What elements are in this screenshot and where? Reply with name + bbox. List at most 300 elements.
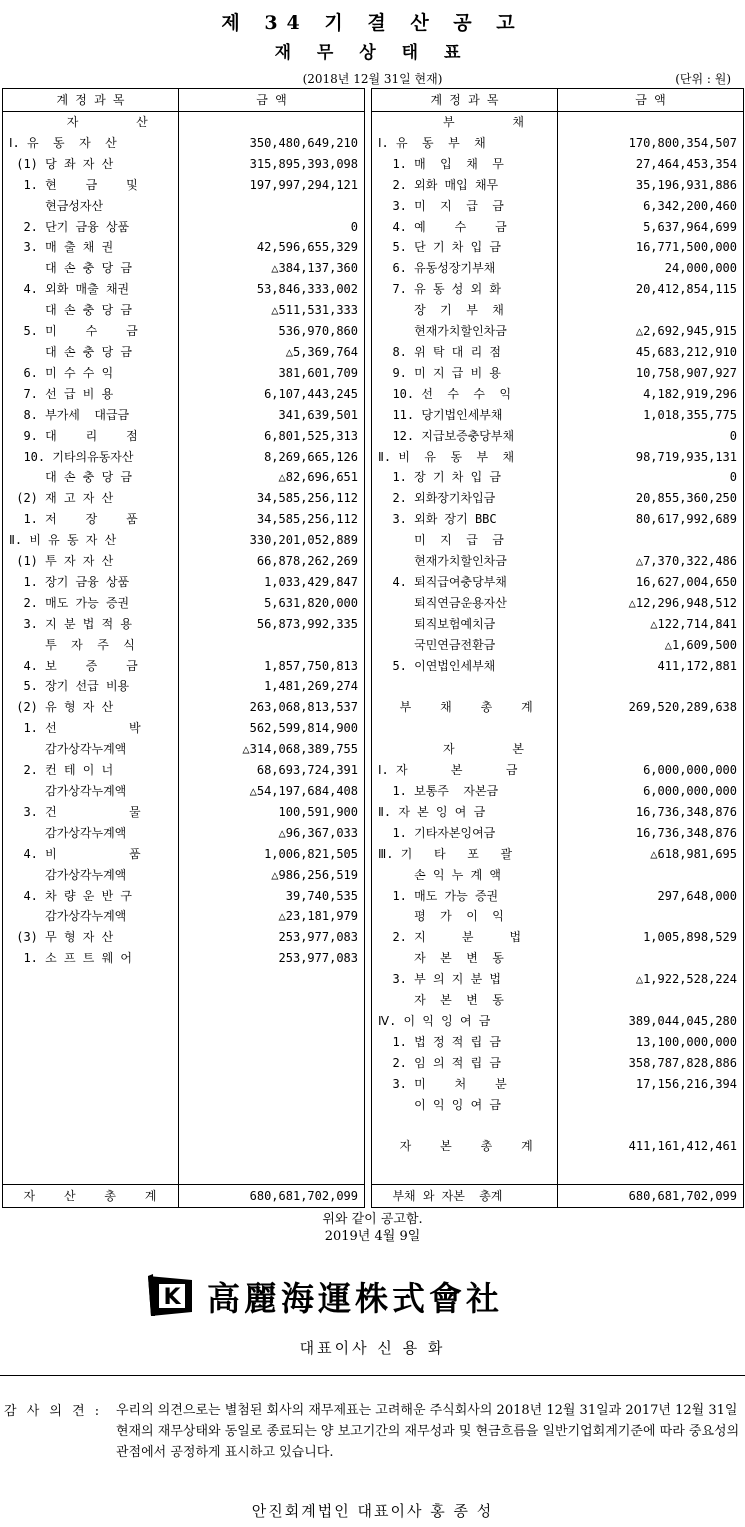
account-amount	[558, 1115, 744, 1136]
table-row	[3, 112, 365, 133]
account-name: 8. 위 탁 대 리 점	[378, 344, 501, 359]
account-name: 1. 매 입 채 무	[378, 156, 504, 171]
account-name: Ⅱ. 비 유 동 부 채	[378, 449, 515, 464]
total-row	[372, 1185, 744, 1208]
account-name: 12. 지급보증충당부채	[378, 428, 515, 443]
account-amount: △54,197,684,408	[179, 781, 365, 802]
account-name: 부 채	[378, 115, 525, 129]
account-amount: 5,631,820,000	[179, 593, 365, 614]
table-row	[3, 217, 365, 238]
account-amount	[179, 635, 365, 656]
account-amount: 411,161,412,461	[558, 1136, 744, 1157]
table-row	[372, 384, 744, 405]
account-name: 대 손 충 당 금	[9, 303, 132, 318]
account-name: Ⅰ. 유 동 부 채	[378, 135, 486, 150]
table-row	[372, 718, 744, 739]
account-amount: 1,006,821,505	[179, 844, 365, 865]
table-row	[3, 279, 365, 300]
account-name: 4. 예 수 금	[378, 219, 507, 234]
account-name: Ⅱ. 비 유 동 자 산	[9, 533, 117, 548]
account-name: 현재가치할인차금	[378, 324, 507, 339]
table-row	[372, 509, 744, 530]
account-amount: △7,370,322,486	[558, 551, 744, 572]
table-row	[3, 196, 365, 217]
account-name: 퇴직보험예치금	[378, 616, 496, 631]
table-row	[3, 258, 365, 279]
account-amount: 0	[179, 217, 365, 238]
table-row	[3, 321, 365, 342]
statement-title: 재 무 상 태 표	[274, 43, 471, 63]
account-amount	[558, 718, 744, 739]
account-name: 10. 기타의유동자산	[9, 449, 134, 464]
table-row	[372, 342, 744, 363]
account-name: (1) 투 자 자 산	[9, 554, 114, 569]
account-amount: 1,481,269,274	[179, 676, 365, 697]
account-name: 8. 부가세 대급금	[9, 407, 130, 422]
account-name: 현금성자산	[9, 198, 104, 213]
table-row	[372, 426, 744, 447]
account-name: 3. 외화 장기 BBC	[378, 512, 497, 527]
filler-row	[372, 1157, 744, 1185]
table-row	[3, 886, 365, 907]
account-amount: 358,787,828,886	[558, 1053, 744, 1074]
account-amount	[179, 112, 365, 133]
table-row	[372, 676, 744, 697]
account-amount: △23,181,979	[179, 906, 365, 927]
table-row	[372, 635, 744, 656]
account-amount: △384,137,360	[179, 258, 365, 279]
page-title: 제 34 기 결 산 공 고	[221, 12, 524, 34]
table-row	[3, 906, 365, 927]
account-name: 평 가 이 익	[378, 909, 504, 924]
account-amount: 66,878,262,269	[179, 551, 365, 572]
table-row	[372, 865, 744, 886]
table-row	[3, 426, 365, 447]
account-amount: 24,000,000	[558, 258, 744, 279]
account-name: 1. 장기 금융 상품	[9, 574, 130, 589]
account-name: 9. 미 지 급 비 용	[378, 365, 501, 380]
table-row	[3, 572, 365, 593]
account-name: 감가상각누계액	[9, 742, 127, 757]
table-row	[372, 927, 744, 948]
account-name: 1. 저 장 품	[9, 512, 138, 527]
account-amount: 13,100,000,000	[558, 1032, 744, 1053]
audit-opinion-text: 우리의 의견으로는 별첨된 회사의 재무제표는 고려해운 주식회사의 2018년 12월 31일과 2017년 12월 31일 현재의 재무상태와 동일로 종료되는 양 보고기간의 재무성과 및 현금흐름을 일반기업회계기준에 따라 중요성의 관점에서 공정하게 표시하고 있습니다.	[116, 1403, 740, 1460]
account-amount: 350,480,649,210	[179, 133, 365, 154]
account-amount: 80,617,992,689	[558, 509, 744, 530]
account-name: Ⅲ. 기 타 포 괄	[378, 846, 513, 861]
table-row	[372, 1053, 744, 1074]
table-row	[372, 697, 744, 718]
table-row	[3, 237, 365, 258]
account-amount: 20,855,360,250	[558, 488, 744, 509]
account-amount: 20,412,854,115	[558, 279, 744, 300]
table-row	[3, 844, 365, 865]
account-name: 10. 선 수 수 익	[378, 386, 512, 401]
table-row	[372, 300, 744, 321]
table-row	[3, 614, 365, 635]
account-amount: 536,970,860	[179, 321, 365, 342]
table-row	[372, 739, 744, 760]
table-row	[372, 760, 744, 781]
account-name: 자 본 총 계	[378, 1139, 533, 1154]
table-row	[372, 656, 744, 677]
account-amount: 6,000,000,000	[558, 760, 744, 781]
table-row	[372, 258, 744, 279]
table-row	[3, 467, 365, 488]
table-row	[3, 927, 365, 948]
account-name: 2. 임 의 적 립 금	[378, 1055, 501, 1070]
account-name: 3. 미 처 분	[378, 1076, 507, 1091]
account-amount	[558, 530, 744, 551]
account-amount: 34,585,256,112	[179, 488, 365, 509]
divider	[0, 1375, 745, 1376]
total-amount: 680,681,702,099	[179, 1185, 365, 1208]
table-row	[3, 447, 365, 468]
table-row	[372, 551, 744, 572]
table-row	[3, 760, 365, 781]
account-name: 3. 부 의 지 분 법	[378, 972, 501, 987]
account-amount: 297,648,000	[558, 886, 744, 907]
account-name: 투 자 주 식	[9, 637, 135, 652]
account-amount: 100,591,900	[179, 802, 365, 823]
audit-opinion-label: 감 사 의 견 :	[4, 1404, 103, 1419]
account-amount	[558, 1095, 744, 1116]
table-row	[372, 467, 744, 488]
account-amount: △986,256,519	[179, 865, 365, 886]
account-amount: 269,520,289,638	[558, 697, 744, 718]
account-name: 3. 매 출 채 권	[9, 240, 114, 255]
table-row	[3, 300, 365, 321]
table-row	[372, 969, 744, 990]
account-amount: 1,018,355,775	[558, 405, 744, 426]
account-name: 3. 미 지 급 금	[378, 198, 504, 213]
table-row	[372, 1032, 744, 1053]
table-row	[372, 1074, 744, 1095]
account-name: (2) 재 고 자 산	[9, 491, 114, 506]
account-amount: 17,156,216,394	[558, 1074, 744, 1095]
account-name: 부 채 총 계	[378, 700, 533, 715]
table-row	[372, 1095, 744, 1116]
account-name: Ⅳ. 이 익 잉 여 금	[378, 1013, 491, 1028]
table-row	[3, 405, 365, 426]
account-name: 1. 현 금 및	[9, 177, 138, 192]
account-amount: △82,696,651	[179, 467, 365, 488]
account-name: 5. 미 수 금	[9, 324, 138, 339]
account-amount: 253,977,083	[179, 927, 365, 948]
table-row	[372, 1115, 744, 1136]
table-row	[3, 676, 365, 697]
account-amount: 411,172,881	[558, 656, 744, 677]
account-name: 자 산	[9, 115, 148, 129]
table-row	[372, 1011, 744, 1032]
account-amount	[558, 948, 744, 969]
table-row	[372, 321, 744, 342]
account-name: 4. 보 증 금	[9, 658, 138, 673]
account-name: 현재가치할인차금	[378, 554, 507, 569]
column-header-amount: 금 액	[558, 89, 744, 112]
account-name: 6. 미 수 수 익	[9, 365, 114, 380]
account-amount: 16,771,500,000	[558, 237, 744, 258]
account-name	[372, 676, 558, 697]
column-header-account: 계 정 과 목	[3, 89, 179, 112]
table-row	[372, 886, 744, 907]
table-row	[372, 990, 744, 1011]
account-amount	[558, 990, 744, 1011]
account-amount: 56,873,992,335	[179, 614, 365, 635]
account-name	[372, 718, 558, 739]
account-amount: 10,758,907,927	[558, 363, 744, 384]
account-amount: △12,296,948,512	[558, 593, 744, 614]
table-row	[3, 551, 365, 572]
column-header-amount: 금 액	[179, 89, 365, 112]
account-name: 자 본	[378, 742, 525, 757]
company-name: 高麗海運株式會社	[207, 1279, 503, 1318]
table-row	[3, 802, 365, 823]
account-amount	[558, 906, 744, 927]
account-name: 1. 법 정 적 립 금	[378, 1034, 501, 1049]
account-name: 감가상각누계액	[9, 784, 127, 798]
account-amount: △1,609,500	[558, 635, 744, 656]
table-row	[3, 781, 365, 802]
account-amount: 4,182,919,296	[558, 384, 744, 405]
account-amount: 1,033,429,847	[179, 572, 365, 593]
notice-line: 위와 같이 공고함.	[322, 1212, 423, 1227]
account-name: 감가상각누계액	[9, 909, 127, 924]
account-amount	[558, 739, 744, 760]
account-amount: 6,801,525,313	[179, 426, 365, 447]
account-amount: 0	[558, 467, 744, 488]
table-row	[372, 802, 744, 823]
table-row	[372, 405, 744, 426]
account-amount: 53,846,333,002	[179, 279, 365, 300]
account-amount: 197,997,294,121	[179, 175, 365, 196]
table-row	[3, 739, 365, 760]
table-row	[372, 530, 744, 551]
account-name: 대 손 충 당 금	[9, 470, 132, 485]
table-row	[372, 781, 744, 802]
account-name: 9. 대 리 점	[9, 428, 138, 443]
account-name: 7. 선 급 비 용	[9, 386, 114, 401]
company-logo	[145, 1272, 605, 1318]
table-row	[372, 823, 744, 844]
statement-date: (2018년 12월 31일 현재)	[302, 72, 443, 86]
table-row	[3, 697, 365, 718]
account-amount	[179, 196, 365, 217]
account-name: Ⅰ. 유 동 자 산	[9, 135, 117, 150]
table-row	[372, 1136, 744, 1157]
table-row	[372, 614, 744, 635]
account-amount: △1,922,528,224	[558, 969, 744, 990]
account-name: 1. 매도 가능 증권	[378, 888, 499, 903]
column-header-account: 계 정 과 목	[372, 89, 558, 112]
notice-date: 2019년 4월 9일	[324, 1229, 421, 1244]
account-name: 대 손 충 당 금	[9, 261, 132, 276]
table-row	[3, 635, 365, 656]
total-label: 자 산 총 계	[3, 1185, 179, 1208]
table-row	[372, 237, 744, 258]
account-name: 장 기 부 채	[378, 303, 504, 318]
table-row	[372, 112, 744, 133]
account-amount: 45,683,212,910	[558, 342, 744, 363]
account-amount: △618,981,695	[558, 844, 744, 865]
table-row	[372, 363, 744, 384]
account-name: 1. 장 기 차 입 금	[378, 470, 501, 485]
account-amount: 562,599,814,900	[179, 718, 365, 739]
account-name: 1. 선 박	[9, 721, 141, 736]
account-amount: 381,601,709	[179, 363, 365, 384]
table-row	[3, 948, 365, 969]
account-name: 1. 보통주 자본금	[378, 783, 499, 798]
account-name: 6. 유동성장기부채	[378, 261, 496, 276]
account-amount: 315,895,393,098	[179, 154, 365, 175]
account-amount: 341,639,501	[179, 405, 365, 426]
account-amount: 6,107,443,245	[179, 384, 365, 405]
table-row	[3, 530, 365, 551]
unit-label: (단위 : 원)	[675, 72, 731, 86]
account-name: 2. 외화 매입 채무	[378, 177, 499, 192]
account-amount: 253,977,083	[179, 948, 365, 969]
account-amount	[558, 676, 744, 697]
account-amount: 170,800,354,507	[558, 133, 744, 154]
table-row	[3, 384, 365, 405]
account-amount: 1,857,750,813	[179, 656, 365, 677]
account-amount: 6,342,200,460	[558, 196, 744, 217]
account-amount	[558, 112, 744, 133]
account-name: 11. 당기법인세부채	[378, 407, 503, 422]
account-name: 5. 이연법인세부채	[378, 658, 496, 673]
notice-text	[0, 1211, 745, 1245]
table-row	[3, 593, 365, 614]
account-name: 5. 장기 선급 비용	[9, 679, 130, 694]
account-name: 손 익 누 계 액	[378, 867, 501, 882]
ceo-name: 대표이사 신 용 화	[299, 1339, 446, 1357]
table-row	[372, 844, 744, 865]
table-row	[3, 175, 365, 196]
account-amount: △5,369,764	[179, 342, 365, 363]
table-row	[372, 133, 744, 154]
account-amount: 0	[558, 426, 744, 447]
table-row	[372, 154, 744, 175]
logo-letter: K	[163, 1285, 181, 1310]
auditor-signature: 안진회계법인 대표이사 홍 종 성	[251, 1502, 494, 1520]
account-name: Ⅰ. 자 본 금	[378, 763, 518, 778]
account-amount	[558, 865, 744, 886]
account-amount: 263,068,813,537	[179, 697, 365, 718]
table-row	[372, 447, 744, 468]
account-amount: 1,005,898,529	[558, 927, 744, 948]
filler-row	[3, 969, 365, 1185]
account-amount: 16,736,348,876	[558, 823, 744, 844]
table-row	[372, 196, 744, 217]
account-name: 3. 지 분 법 적 용	[9, 616, 132, 631]
table-row	[3, 509, 365, 530]
account-name: (2) 유 형 자 산	[9, 700, 114, 715]
account-name: (1) 당 좌 자 산	[9, 156, 114, 171]
table-row	[372, 948, 744, 969]
table-row	[3, 865, 365, 886]
account-name: 4. 비 품	[9, 846, 141, 861]
account-name: 1. 소 프 트 웨 어	[9, 951, 132, 966]
table-row	[372, 593, 744, 614]
assets-table	[2, 88, 365, 1208]
account-name: 대 손 충 당 금	[9, 344, 132, 359]
account-name: 2. 매도 가능 증권	[9, 595, 130, 610]
account-amount: 68,693,724,391	[179, 760, 365, 781]
account-amount: 98,719,935,131	[558, 447, 744, 468]
account-amount: △314,068,389,755	[179, 739, 365, 760]
account-name: 4. 외화 매출 채권	[9, 282, 130, 297]
account-amount: △2,692,945,915	[558, 321, 744, 342]
account-amount: 6,000,000,000	[558, 781, 744, 802]
account-amount: 27,464,453,354	[558, 154, 744, 175]
account-name: 이 익 잉 여 금	[378, 1097, 501, 1112]
account-amount: △511,531,333	[179, 300, 365, 321]
total-label: 부채 와 자본 총계	[372, 1185, 558, 1208]
table-row	[372, 572, 744, 593]
flag-k-icon	[145, 1272, 195, 1318]
account-amount: 5,637,964,699	[558, 217, 744, 238]
account-name: 2. 지 분 법	[378, 930, 522, 945]
account-name: 7. 유 동 성 외 화	[378, 282, 501, 297]
account-name: 감가상각누계액	[9, 825, 127, 840]
account-name: 1. 기타자본잉여금	[378, 825, 496, 840]
table-row	[3, 488, 365, 509]
table-row	[3, 656, 365, 677]
account-name: 5. 단 기 차 입 금	[378, 240, 501, 255]
table-row	[372, 217, 744, 238]
account-name: 2. 단기 금융 상품	[9, 219, 130, 234]
table-row	[3, 363, 365, 384]
account-name: 2. 외화장기차입금	[378, 491, 496, 506]
total-row	[3, 1185, 365, 1208]
account-name: 4. 퇴직급여충당부채	[378, 574, 507, 589]
account-amount: 16,627,004,650	[558, 572, 744, 593]
account-amount: 42,596,655,329	[179, 237, 365, 258]
account-amount: △96,367,033	[179, 823, 365, 844]
account-amount: △122,714,841	[558, 614, 744, 635]
table-row	[372, 906, 744, 927]
table-row	[3, 154, 365, 175]
account-name	[372, 1115, 558, 1136]
table-row	[372, 488, 744, 509]
account-name: 2. 컨 테 이 너	[9, 763, 114, 778]
account-amount: 16,736,348,876	[558, 802, 744, 823]
account-name: 3. 건 물	[9, 804, 141, 819]
account-name: (3) 무 형 자 산	[9, 930, 114, 945]
account-name: Ⅱ. 자 본 잉 여 금	[378, 804, 486, 819]
account-amount	[558, 300, 744, 321]
account-amount: 330,201,052,889	[179, 530, 365, 551]
account-name: 감가상각누계액	[9, 867, 127, 882]
account-amount: 389,044,045,280	[558, 1011, 744, 1032]
table-row	[3, 133, 365, 154]
table-row	[3, 823, 365, 844]
account-name: 자 본 변 동	[378, 993, 504, 1008]
table-row	[3, 342, 365, 363]
account-amount: 35,196,931,886	[558, 175, 744, 196]
account-name: 미 지 급 금	[378, 533, 504, 548]
account-name: 4. 차 량 운 반 구	[9, 888, 132, 903]
account-name: 국민연금전환금	[378, 637, 496, 652]
table-row	[372, 279, 744, 300]
account-name: 자 본 변 동	[378, 951, 504, 966]
account-amount: 39,740,535	[179, 886, 365, 907]
account-name: 퇴직연금운용자산	[378, 595, 507, 610]
account-amount: 34,585,256,112	[179, 509, 365, 530]
table-row	[372, 175, 744, 196]
liabilities-equity-table	[371, 88, 744, 1208]
